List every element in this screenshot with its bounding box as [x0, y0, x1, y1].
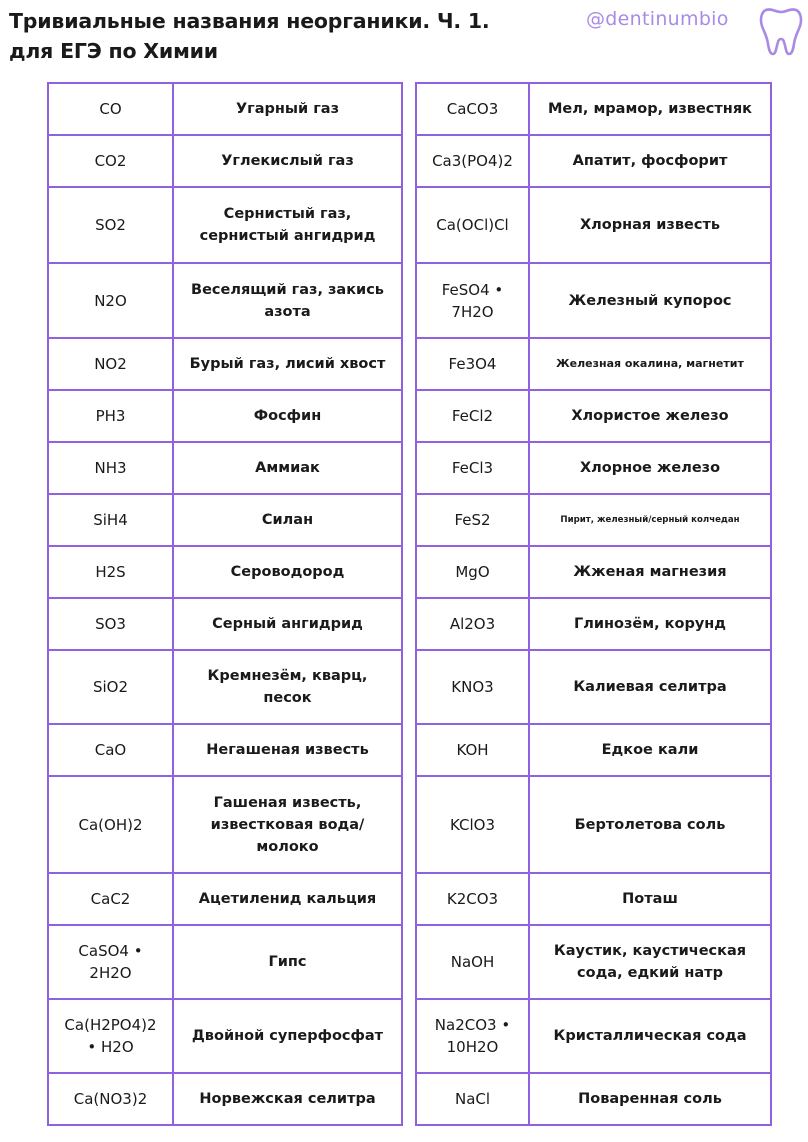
- formula-cell: NaCl: [416, 1073, 529, 1125]
- formula-cell: KOH: [416, 724, 529, 776]
- trivial-name-cell: Железный купорос: [529, 263, 771, 338]
- trivial-name-cell: Серный ангидрид: [173, 598, 402, 650]
- table-row: [416, 442, 771, 494]
- table-row: [48, 724, 402, 776]
- formula-cell: SO2: [48, 187, 173, 263]
- formula-cell: PH3: [48, 390, 173, 442]
- formula-cell: NH3: [48, 442, 173, 494]
- right-compounds-table: [415, 82, 772, 1126]
- table-row: [48, 925, 402, 999]
- table-row: [416, 999, 771, 1073]
- trivial-name-cell: Негашеная известь: [173, 724, 402, 776]
- table-row: [416, 1073, 771, 1125]
- table-row: [48, 650, 402, 724]
- author-handle: @dentinumbio: [586, 8, 729, 30]
- table-row: [416, 724, 771, 776]
- table-row: [48, 546, 402, 598]
- trivial-name-cell: Гашеная известь, известковая вода/ молоко: [173, 776, 402, 873]
- trivial-name-cell: Гипс: [173, 925, 402, 999]
- trivial-name-cell: Поташ: [529, 873, 771, 925]
- formula-cell: Ca(OH)2: [48, 776, 173, 873]
- table-row: [48, 999, 402, 1073]
- formula-cell: SiO2: [48, 650, 173, 724]
- trivial-name-cell: Поваренная соль: [529, 1073, 771, 1125]
- trivial-name-cell: Норвежская селитра: [173, 1073, 402, 1125]
- formula-cell: CaCO3: [416, 83, 529, 135]
- table-row: [416, 650, 771, 724]
- table-row: [48, 776, 402, 873]
- table-row: [48, 390, 402, 442]
- formula-cell: SO3: [48, 598, 173, 650]
- trivial-name-cell: Силан: [173, 494, 402, 546]
- table-row: [416, 776, 771, 873]
- table-row: [416, 546, 771, 598]
- trivial-name-cell: Хлорное железо: [529, 442, 771, 494]
- title-line-2: для ЕГЭ по Химии: [9, 39, 218, 63]
- formula-cell: CO2: [48, 135, 173, 187]
- table-row: [48, 442, 402, 494]
- table-row: [48, 338, 402, 390]
- trivial-name-cell: Глинозём, корунд: [529, 598, 771, 650]
- trivial-name-cell: Едкое кали: [529, 724, 771, 776]
- trivial-name-cell: Апатит, фосфорит: [529, 135, 771, 187]
- table-row: [48, 263, 402, 338]
- table-row: [416, 390, 771, 442]
- trivial-name-cell: Ацетиленид кальция: [173, 873, 402, 925]
- trivial-name-cell: Кристаллическая сода: [529, 999, 771, 1073]
- table-row: [416, 83, 771, 135]
- formula-cell: Ca(NO3)2: [48, 1073, 173, 1125]
- trivial-name-cell: Бертолетова соль: [529, 776, 771, 873]
- formula-cell: CaC2: [48, 873, 173, 925]
- formula-cell: FeCl3: [416, 442, 529, 494]
- trivial-name-cell: Углекислый газ: [173, 135, 402, 187]
- trivial-name-cell: Пирит, железный/серный колчедан: [529, 494, 771, 546]
- tooth-icon: [758, 4, 804, 56]
- formula-cell: FeS2: [416, 494, 529, 546]
- table-row: [416, 873, 771, 925]
- table-row: [416, 135, 771, 187]
- formula-cell: Ca(H2PO4)2 • H2O: [48, 999, 173, 1073]
- trivial-name-cell: Каустик, каустическая сода, едкий натр: [529, 925, 771, 999]
- formula-cell: Na2CO3 • 10H2O: [416, 999, 529, 1073]
- trivial-name-cell: Мел, мрамор, известняк: [529, 83, 771, 135]
- formula-cell: MgO: [416, 546, 529, 598]
- page-title: [9, 6, 490, 66]
- trivial-name-cell: Угарный газ: [173, 83, 402, 135]
- title-line-1: Тривиальные названия неорганики. Ч. 1.: [9, 9, 490, 33]
- trivial-name-cell: Кремнезём, кварц, песок: [173, 650, 402, 724]
- formula-cell: Al2O3: [416, 598, 529, 650]
- formula-cell: KClO3: [416, 776, 529, 873]
- formula-cell: CaO: [48, 724, 173, 776]
- formula-cell: Fe3O4: [416, 338, 529, 390]
- left-table-body: [48, 83, 402, 1125]
- trivial-name-cell: Сернистый газ, сернистый ангидрид: [173, 187, 402, 263]
- trivial-name-cell: Хлорная известь: [529, 187, 771, 263]
- formula-cell: FeSO4 • 7H2O: [416, 263, 529, 338]
- right-table-body: [416, 83, 771, 1125]
- formula-cell: NaOH: [416, 925, 529, 999]
- formula-cell: KNO3: [416, 650, 529, 724]
- trivial-name-cell: Железная окалина, магнетит: [529, 338, 771, 390]
- formula-cell: NO2: [48, 338, 173, 390]
- formula-cell: CaSO4 • 2H2O: [48, 925, 173, 999]
- left-compounds-table: [47, 82, 403, 1126]
- trivial-name-cell: Аммиак: [173, 442, 402, 494]
- formula-cell: SiH4: [48, 494, 173, 546]
- formula-cell: K2CO3: [416, 873, 529, 925]
- formula-cell: H2S: [48, 546, 173, 598]
- trivial-name-cell: Фосфин: [173, 390, 402, 442]
- table-row: [48, 187, 402, 263]
- table-row: [416, 494, 771, 546]
- table-row: [48, 1073, 402, 1125]
- trivial-name-cell: Двойной суперфосфат: [173, 999, 402, 1073]
- table-row: [416, 598, 771, 650]
- table-row: [48, 873, 402, 925]
- table-row: [48, 83, 402, 135]
- trivial-name-cell: Бурый газ, лисий хвост: [173, 338, 402, 390]
- table-row: [416, 263, 771, 338]
- formula-cell: Ca(OCl)Cl: [416, 187, 529, 263]
- table-row: [48, 598, 402, 650]
- formula-cell: Ca3(PO4)2: [416, 135, 529, 187]
- table-row: [416, 925, 771, 999]
- table-row: [416, 338, 771, 390]
- table-row: [48, 494, 402, 546]
- trivial-name-cell: Веселящий газ, закись азота: [173, 263, 402, 338]
- trivial-name-cell: Жженая магнезия: [529, 546, 771, 598]
- table-row: [416, 187, 771, 263]
- trivial-name-cell: Калиевая селитра: [529, 650, 771, 724]
- formula-cell: N2O: [48, 263, 173, 338]
- trivial-name-cell: Хлористое железо: [529, 390, 771, 442]
- trivial-name-cell: Сероводород: [173, 546, 402, 598]
- formula-cell: FeCl2: [416, 390, 529, 442]
- formula-cell: CO: [48, 83, 173, 135]
- table-row: [48, 135, 402, 187]
